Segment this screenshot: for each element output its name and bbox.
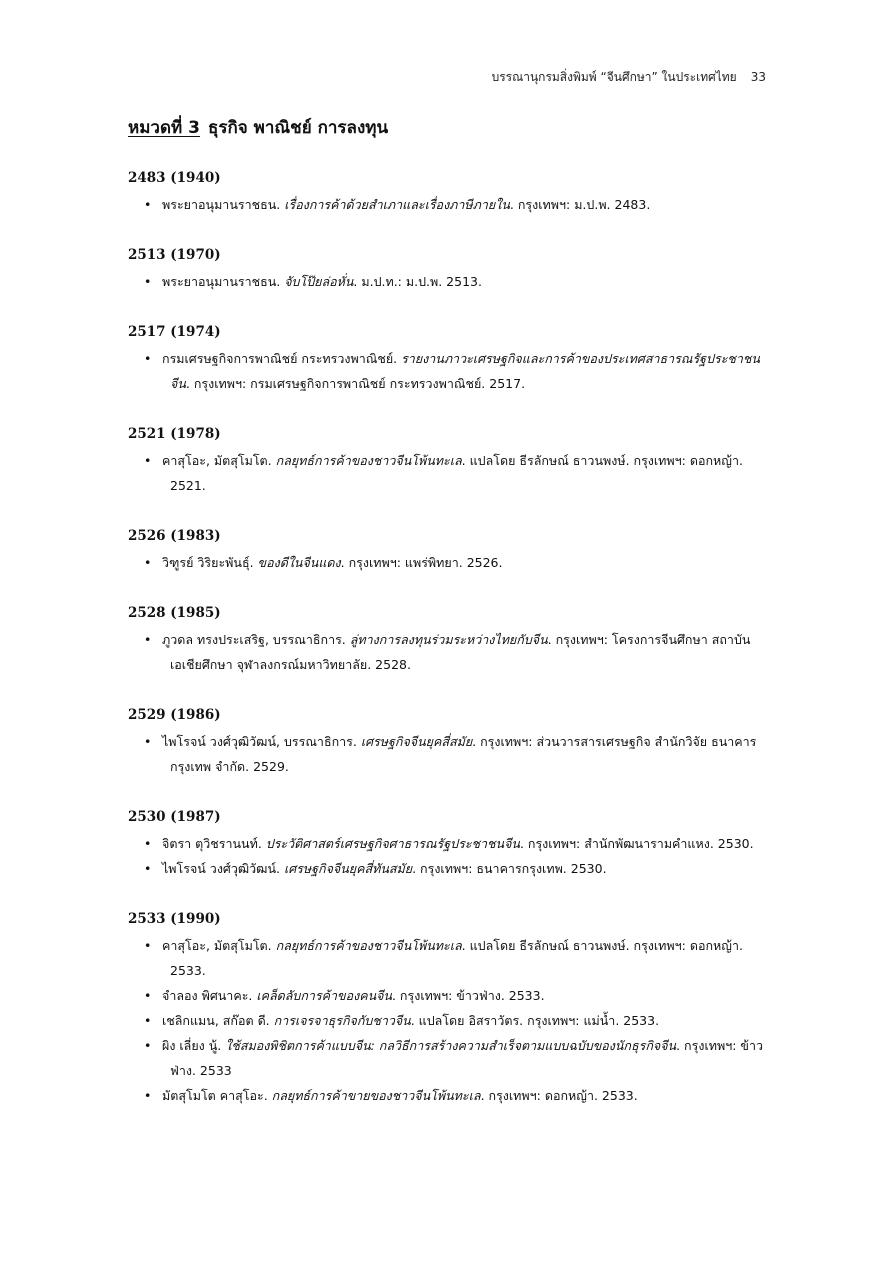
entry-title: เรื่องการค้าด้วยสำเภาและเรื่องภาษีภายใน [284,197,510,212]
entry-author: จิตรา ตุวิชรานนท์. [162,836,266,851]
entry-list [128,627,768,677]
entry-publication: . กรุงเทพฯ: ข้าวฟ่าง. 2533 [170,1038,763,1078]
entry-publication: . แปลโดย ธีรลักษณ์ ธาวนพงษ์. กรุงเทพฯ: ดอกหญ้า. 2521. [170,453,743,493]
bullet-icon: • [144,861,152,876]
bibliography-entry [128,1083,768,1108]
entry-author: พระยาอนุมานราชธน. [162,197,285,212]
entry-publication: . กรุงเทพฯ: แพร่พิทยา. 2526. [340,555,503,570]
entry-publication: . กรุงเทพฯ: กรมเศรษฐกิจการพาณิชย์ กระทรวงพาณิชย์. 2517. [185,376,526,391]
bullet-icon: • [144,274,152,289]
year-heading: 2517 (1974) [128,324,221,340]
bullet-icon: • [144,555,152,570]
year-section [128,245,768,294]
entry-author: คาสุโอะ, มัตสุโมโต. [162,938,276,953]
entry-publication: . กรุงเทพฯ: ดอกหญ้า. 2533. [480,1088,638,1103]
entry-list [128,192,768,217]
running-header [492,68,766,87]
entry-title: ประวัติศาสตร์เศรษฐกิจศาธารณรัฐประชาชนจีน [265,836,520,851]
entry-title: กลยุทธ์การค้าของชาวจีนโพ้นทะเล [275,938,462,953]
entry-list [128,269,768,294]
entry-author: คาสุโอะ, มัตสุโมโต. [162,453,276,468]
page-number: 33 [750,70,766,84]
bibliography-entry [128,269,768,294]
entry-publication: . กรุงเทพฯ: โครงการจีนศึกษา สถาบันเอเชียศึกษา จุฬาลงกรณ์มหาวิทยาลัย. 2528. [170,632,751,672]
chapter-title: ธุรกิจ พาณิชย์ การลงทุน [207,118,389,138]
bibliography-entry [128,192,768,217]
year-heading: 2513 (1970) [128,247,221,263]
entry-title: การเจรจาธุรกิจกับชาวจีน [273,1013,411,1028]
year-section [128,168,768,217]
year-heading: 2533 (1990) [128,911,221,927]
entry-author: เชลิกแมน, สก๊อต ดี. [162,1013,274,1028]
entry-author: พระยาอนุมานราชธน. [162,274,285,289]
bibliography-entry [128,831,768,856]
bullet-icon: • [144,197,152,212]
year-heading: 2529 (1986) [128,707,221,723]
bullet-icon: • [144,453,152,468]
bibliography-entry [128,729,768,779]
entry-publication: . กรุงเทพฯ: ข้าวฟ่าง. 2533. [391,988,545,1003]
bullet-icon: • [144,836,152,851]
year-heading: 2526 (1983) [128,528,221,544]
bibliography-entry [128,1033,768,1083]
entry-author: ผิง เลี่ยง นู้. [162,1038,226,1053]
entry-title: รายงานภาวะเศรษฐกิจและการค้าของประเทศสาธารณรัฐประชาชนจีน [170,351,760,391]
year-heading: 2521 (1978) [128,426,221,442]
year-heading: 2528 (1985) [128,605,221,621]
chapter-heading [128,114,388,141]
bibliography-entry [128,627,768,677]
entry-title: เศรษฐกิจจีนยุคสี่สมัย [360,734,473,749]
bibliography-entry [128,983,768,1008]
year-section [128,807,768,881]
entry-publication: . แปลโดย อิสราวัตร. กรุงเทพฯ: แม่น้ำ. 2533. [410,1013,660,1028]
bullet-icon: • [144,988,152,1003]
bullet-icon: • [144,351,152,366]
entry-list [128,346,768,396]
entry-author: จำลอง พิศนาคะ. [162,988,257,1003]
chapter-number: หมวดที่ 3 [128,118,200,138]
bibliography-entry [128,550,768,575]
entry-author: วิฑูรย์ วิริยะพันธุ์. [162,555,258,570]
bullet-icon: • [144,1088,152,1103]
entry-title: จับโป๊ยล่อหั่น [284,274,354,289]
entry-author: กรมเศรษฐกิจการพาณิชย์ กระทรวงพาณิชย์. [162,351,402,366]
year-section [128,424,768,498]
year-heading: 2530 (1987) [128,809,221,825]
bibliography-entry [128,448,768,498]
bullet-icon: • [144,938,152,953]
year-heading: 2483 (1940) [128,170,221,186]
entry-title: กลยุทธ์การค้าขายของชาวจีนโพ้นทะเล [271,1088,481,1103]
bibliography-entry [128,933,768,983]
entry-title: เคล็ดลับการค้าของคนจีน [256,988,392,1003]
year-section [128,603,768,677]
year-section [128,705,768,779]
entry-list [128,448,768,498]
entry-title: ใช้สมองพิชิตการค้าแบบจีน: กลวิธีการสร้างความสำเร็จตามแบบฉบับของนักธุรกิจจีน [225,1038,677,1053]
bibliography-entry [128,1008,768,1033]
entry-author: ภูวดล ทรงประเสริฐ, บรรณาธิการ. [162,632,350,647]
year-section [128,322,768,396]
entry-list [128,550,768,575]
bullet-icon: • [144,734,152,749]
entry-list [128,933,768,1108]
entry-author: มัตสุโมโต คาสุโอะ. [162,1088,272,1103]
entry-list [128,831,768,881]
year-section [128,526,768,575]
bullet-icon: • [144,632,152,647]
entry-author: ไพโรจน์ วงศ์วุฒิวัฒน์, บรรณาธิการ. [162,734,361,749]
running-title: บรรณานุกรมสิ่งพิมพ์ “จีนศึกษา” ในประเทศไทย [491,70,737,84]
entry-publication: . กรุงเทพฯ: ธนาคารกรุงเทพ. 2530. [412,861,607,876]
entry-author: ไพโรจน์ วงศ์วุฒิวัฒน์. [162,861,284,876]
entry-publication: . แปลโดย ธีรลักษณ์ ธาวนพงษ์. กรุงเทพฯ: ดอกหญ้า. 2533. [170,938,743,978]
entry-publication: . กรุงเทพฯ: สำนักพัฒนารามคำแหง. 2530. [519,836,754,851]
bullet-icon: • [144,1013,152,1028]
entry-title: กลยุทธ์การค้าของชาวจีนโพ้นทะเล [275,453,462,468]
bullet-icon: • [144,1038,152,1053]
entry-list [128,729,768,779]
entry-publication: . กรุงเทพฯ: ม.ป.พ. 2483. [509,197,651,212]
year-section [128,909,768,1108]
bibliography-list [128,168,768,1136]
entry-title: ลู่ทางการลงทุนร่วมระหว่างไทยกับจีน [349,632,548,647]
bibliography-entry [128,856,768,881]
bibliography-entry [128,346,768,396]
entry-publication: . กรุงเทพฯ: ส่วนวารสารเศรษฐกิจ สำนักวิจัย ธนาคารกรุงเทพ จำกัด. 2529. [170,734,757,774]
entry-title: ของดีในจีนแดง [257,555,341,570]
entry-title: เศรษฐกิจจีนยุคสี่ทันสมัย [283,861,413,876]
entry-publication: . ม.ป.ท.: ม.ป.พ. 2513. [353,274,482,289]
